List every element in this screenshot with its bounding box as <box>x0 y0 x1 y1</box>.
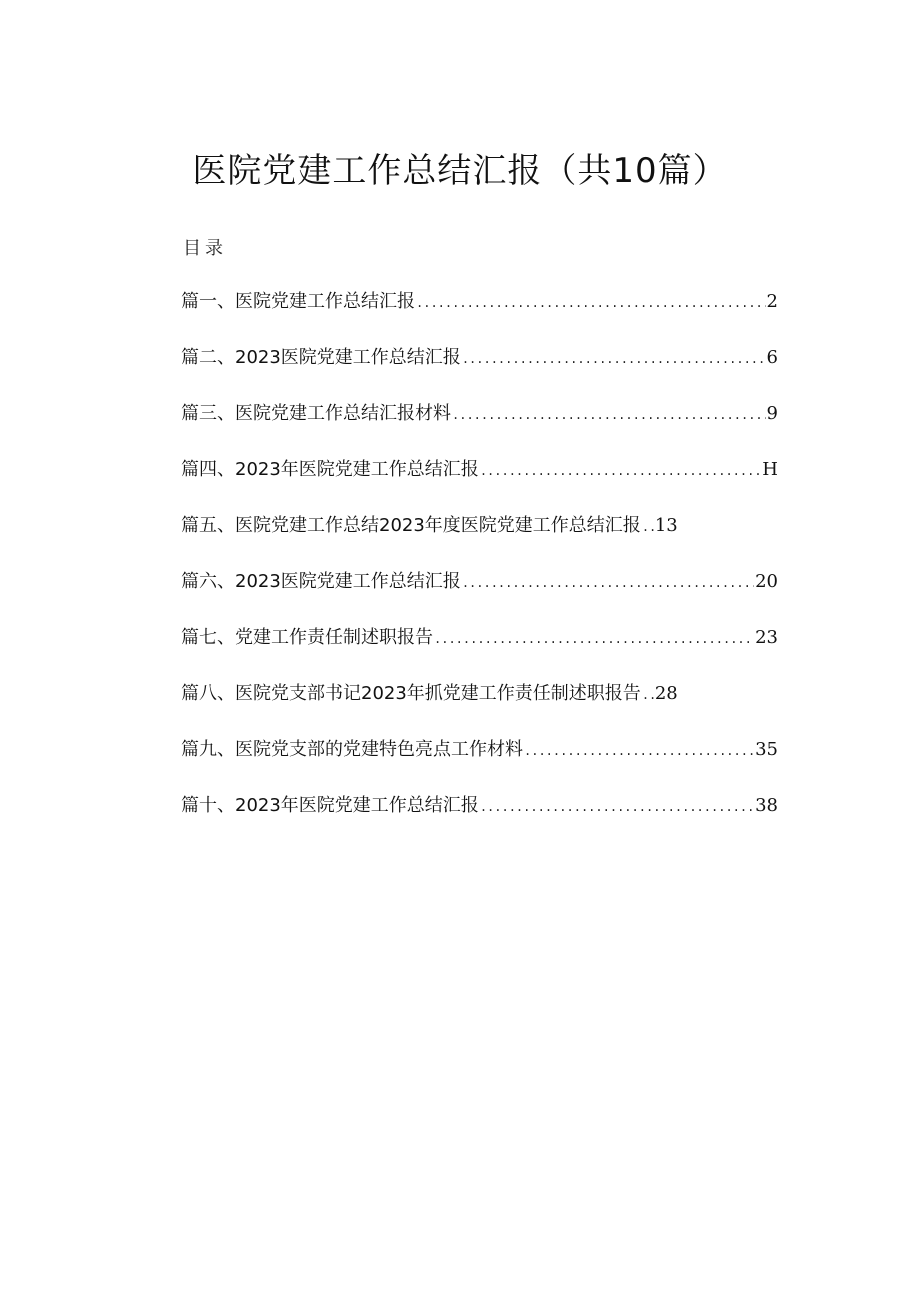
toc-dot-leader <box>462 569 754 597</box>
toc-page-number: 13 <box>654 515 678 536</box>
toc-entry-label: 篇六、2023医院党建工作总结汇报 <box>181 571 461 592</box>
toc-dot-leader <box>416 289 766 317</box>
toc-entry-label: 篇一、医院党建工作总结汇报 <box>181 291 415 312</box>
toc-entry-label: 篇十、2023年医院党建工作总结汇报 <box>181 795 479 816</box>
toc-heading: 目录 <box>183 238 227 259</box>
toc-entry[interactable] <box>181 568 778 624</box>
toc-dot-leader <box>642 513 654 541</box>
toc-page-number: 2 <box>766 291 778 312</box>
toc-entry[interactable] <box>181 400 778 456</box>
toc-page-number: 28 <box>654 683 678 704</box>
toc-entry[interactable] <box>181 624 778 680</box>
toc-page-number: H <box>762 459 778 480</box>
toc-page-number: 9 <box>766 403 778 424</box>
table-of-contents <box>181 288 778 848</box>
toc-dot-leader <box>480 457 761 485</box>
toc-entry[interactable] <box>181 792 778 848</box>
toc-entry-label: 篇七、党建工作责任制述职报告 <box>181 627 433 648</box>
toc-entry-label: 篇九、医院党支部的党建特色亮点工作材料 <box>181 739 523 760</box>
toc-entry[interactable] <box>181 288 778 344</box>
toc-page-number: 23 <box>755 627 778 648</box>
toc-dot-leader <box>524 737 754 765</box>
toc-dot-leader <box>434 625 754 653</box>
toc-page-number: 6 <box>766 347 778 368</box>
toc-dot-leader <box>462 345 766 373</box>
toc-entry-label: 篇五、医院党建工作总结2023年度医院党建工作总结汇报 <box>181 515 641 536</box>
toc-page-number: 35 <box>755 739 778 760</box>
toc-dot-leader <box>480 793 754 821</box>
toc-dot-leader <box>642 681 654 709</box>
toc-entry[interactable] <box>181 456 778 512</box>
toc-entry[interactable] <box>181 736 778 792</box>
toc-entry-label: 篇八、医院党支部书记2023年抓党建工作责任制述职报告 <box>181 683 641 704</box>
toc-entry-label: 篇三、医院党建工作总结汇报材料 <box>181 403 451 424</box>
toc-entry[interactable] <box>181 512 778 568</box>
toc-entry[interactable] <box>181 344 778 400</box>
toc-entry[interactable] <box>181 680 778 736</box>
toc-entry-label: 篇四、2023年医院党建工作总结汇报 <box>181 459 479 480</box>
toc-page-number: 20 <box>755 571 778 592</box>
toc-entry-label: 篇二、2023医院党建工作总结汇报 <box>181 347 461 368</box>
toc-page-number: 38 <box>755 795 778 816</box>
document-title: 医院党建工作总结汇报（共10篇） <box>192 151 728 191</box>
toc-dot-leader <box>452 401 766 429</box>
